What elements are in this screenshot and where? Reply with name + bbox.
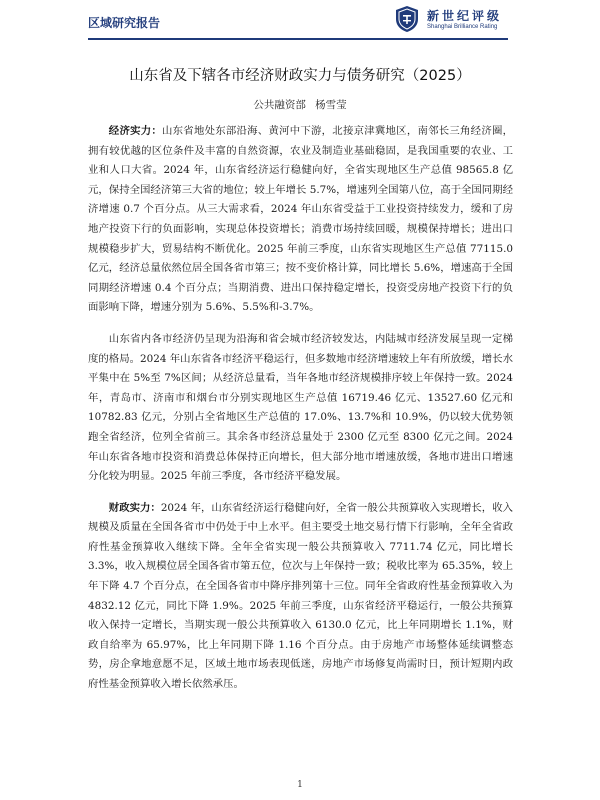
logo-english-name: Shanghai Brilliance Rating [427, 24, 498, 30]
logo-chinese-name: 新世纪评级 [427, 9, 503, 23]
page-header [0, 0, 600, 44]
page-number: 1 [297, 780, 303, 790]
paragraph-fiscal [88, 499, 513, 695]
paragraph-cities [88, 330, 513, 487]
report-body [88, 122, 513, 707]
header-divider [88, 38, 508, 40]
author-line [0, 97, 600, 112]
section-label: 区域研究报告 [88, 16, 161, 30]
brand-logo [393, 5, 543, 37]
paragraph-lead: 经济实力： [108, 125, 163, 137]
paragraph-economy [88, 122, 513, 318]
author-name: 杨雪莹 [315, 99, 347, 111]
paragraph-lead: 财政实力： [108, 501, 161, 514]
paragraph-text: 山东省内各市经济仍呈现为沿海和省会城市经济较发达，内陆城市经济发展呈现一定梯度的格局。2024 年山东省各市经济平稳运行，但多数地市经济增速较上年有所放缓，增长水平集中在 5%至 7%区间；从经济总量看，当年各地市经济规模排序较上年保持一致。2024 年，青岛市、济南市和烟台市分别实现地区生产总值 16719.46 亿元、13527.60 亿元和 10782.83 亿元，分别占全省地区生产总值的 17.0%、13.7%和 10.9%，仍以较大优势领跑全省经济，位列全省前三。其余各市经济总量处于 2300 亿元至 8300 亿元之间。2024 年山东省各地市投资和消费总体保持正向增长，但大部分地市增速放缓，各地市进出口增速分化较为明显。2025 年前三季度，各市经济平稳发展。 [88, 332, 513, 483]
paragraph-text: 山东省地处东部沿海、黄河中下游，北接京津冀地区，南邻长三角经济圈，拥有较优越的区位条件及丰富的自然资源，农业及制造业基础稳固，是我国重要的农业、工业和人口大省。2024 年，山东省经济运行稳健向好，全省实现地区生产总值 98565.8 亿元，保持全国经济第三大省的地位；较上年增长 5.7%，增速列全国第八位，高于全国同期经济增速 0.7 个百分点。从三大需求看，2024 年山东省受益于工业投资持续发力，缓和了房地产投资下行的负面影响，实现总体投资增长；消费市场持续回暖，规模保持增长；进出口规模稳步扩大，贸易结构不断优化。2025 年前三季度，山东省实现地区生产总值 77115.0 亿元，经济总量依然位居全国各省市第三；按不变价格计算，同比增长 5.6%，增速高于全国同期经济增速 0.4 个百分点；当期消费、进出口保持稳定增长，投资受房地产投资下行的负面影响下降，增速分别为 5.6%、5.5%和-3.7%。 [88, 125, 513, 314]
paragraph-text: 2024 年，山东省经济运行稳健向好，全省一般公共预算收入实现增长，收入规模及质量在全国各省市中仍处于中上水平。但主要受土地交易行情下行影响，全年全省政府性基金预算收入继续下降。全年全省实现一般公共预算收入 7711.74 亿元，同比增长 3.3%，收入规模位居全国各省市第五位，位次与上年保持一致；税收比率为 65.35%，较上年下降 4.7 个百分点，在全国各省市中降序排列第十三位。同年全省政府性基金预算收入为 4832.12 亿元，同比下降 1.9%。2025 年前三季度，山东省经济平稳运行，一般公共预算收入保持一定增长，当期实现一般公共预算收入 6130.0 亿元，比上年同期增长 1.1%，财政自给率为 65.97%，比上年同期下降 1.16 个百分点。由于房地产市场整体延续调整态势，房企拿地意愿不足，区域土地市场表现低迷，房地产市场修复尚需时日，预计短期内政府性基金预算收入增长依然承压。 [88, 501, 514, 691]
document-title: 山东省及下辖各市经济财政实力与债务研究（2025） [129, 68, 471, 84]
shield-logo-icon [393, 5, 421, 33]
department: 公共融资部 [253, 99, 306, 111]
